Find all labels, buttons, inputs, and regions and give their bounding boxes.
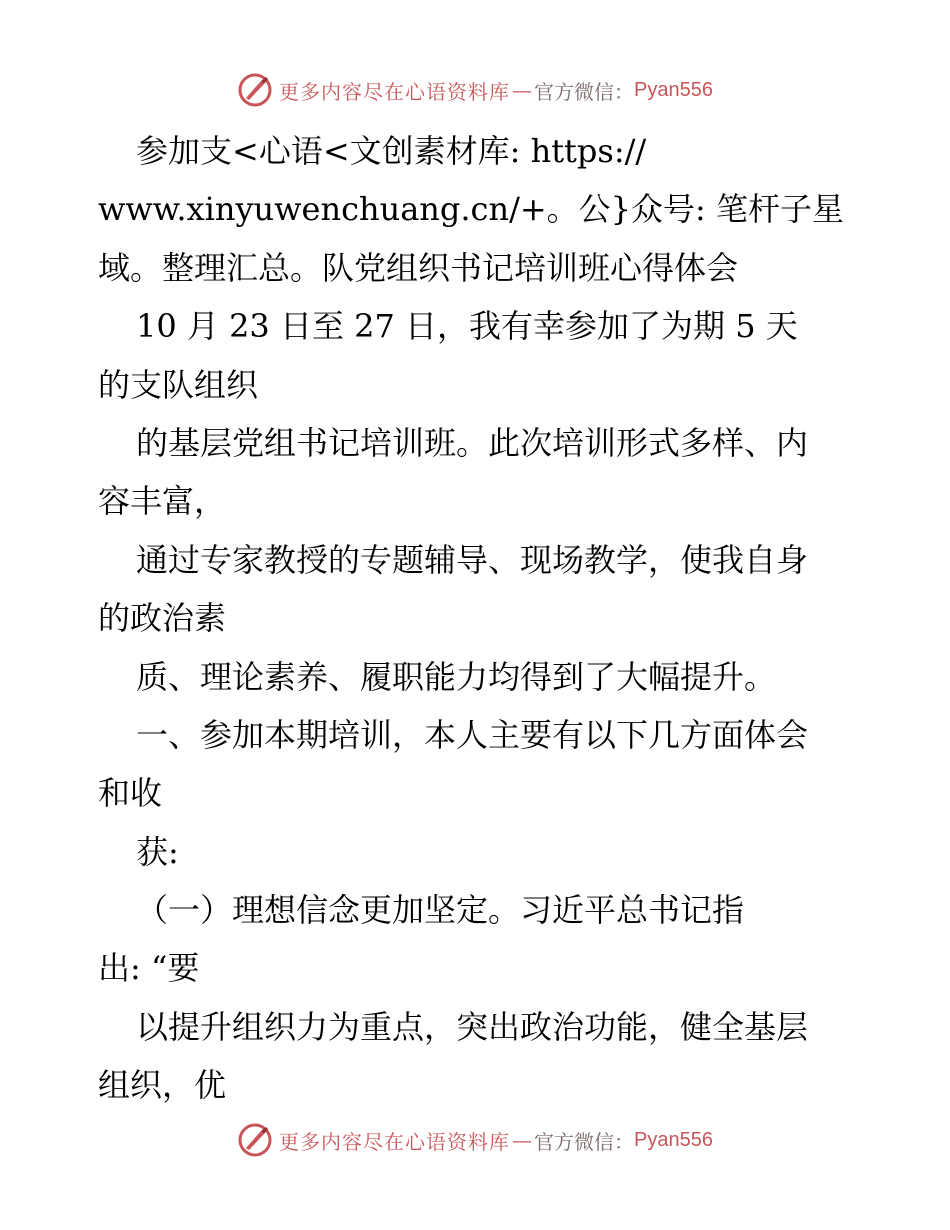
text-line: 容丰富，	[98, 482, 227, 521]
text-line: 通过专家教授的专题辅导、现场教学，使我自身	[136, 540, 809, 579]
watermark-separator: —	[512, 78, 533, 102]
text-line: 以提升组织力为重点，突出政治功能，健全基层	[136, 1007, 809, 1046]
text-line: 质、理论素养、履职能力均得到了大幅提升。	[136, 657, 777, 696]
watermark-wechat-id: Pyan556	[634, 1128, 713, 1151]
text-line: 10 月 23 日至 27 日，我有幸参加了为期 5 天	[136, 307, 798, 346]
text-line: 获:	[136, 832, 179, 871]
watermark-brand: 更多内容尽在心语资料库	[279, 79, 511, 104]
footer-watermark	[0, 1120, 950, 1160]
watermark-separator: —	[512, 1128, 533, 1152]
text-line: 的支队组织	[98, 365, 259, 404]
watermark-wechat-label: 官方微信：	[534, 1129, 635, 1154]
text-line: （一）理想信念更加坚定。习近平总书记指	[136, 891, 745, 930]
text-line: 参加支<心语<文创素材库: https://	[136, 132, 647, 170]
text-line: 一、参加本期培训，本人主要有以下几方面体会	[136, 715, 809, 754]
document-body	[98, 122, 858, 1115]
header-watermark	[0, 70, 950, 110]
text-line: www.xinyuwenchuang.cn/+。公}众号: 笔杆子星	[98, 190, 844, 229]
text-line: 的政治素	[98, 599, 227, 638]
quill-logo-icon	[237, 1122, 273, 1158]
text-line: 出: “要	[98, 949, 200, 988]
text-line: 的基层党组书记培训班。此次培训形式多样、内	[136, 423, 809, 462]
watermark-wechat-id: Pyan556	[634, 78, 713, 101]
quill-logo-icon	[237, 72, 273, 108]
text-line: 域。整理汇总。队党组织书记培训班心得体会	[98, 248, 739, 287]
watermark-wechat-label: 官方微信：	[534, 79, 635, 104]
watermark-brand: 更多内容尽在心语资料库	[279, 1129, 511, 1154]
text-line: 和收	[98, 774, 163, 813]
text-line: 组织，优	[98, 1066, 227, 1105]
